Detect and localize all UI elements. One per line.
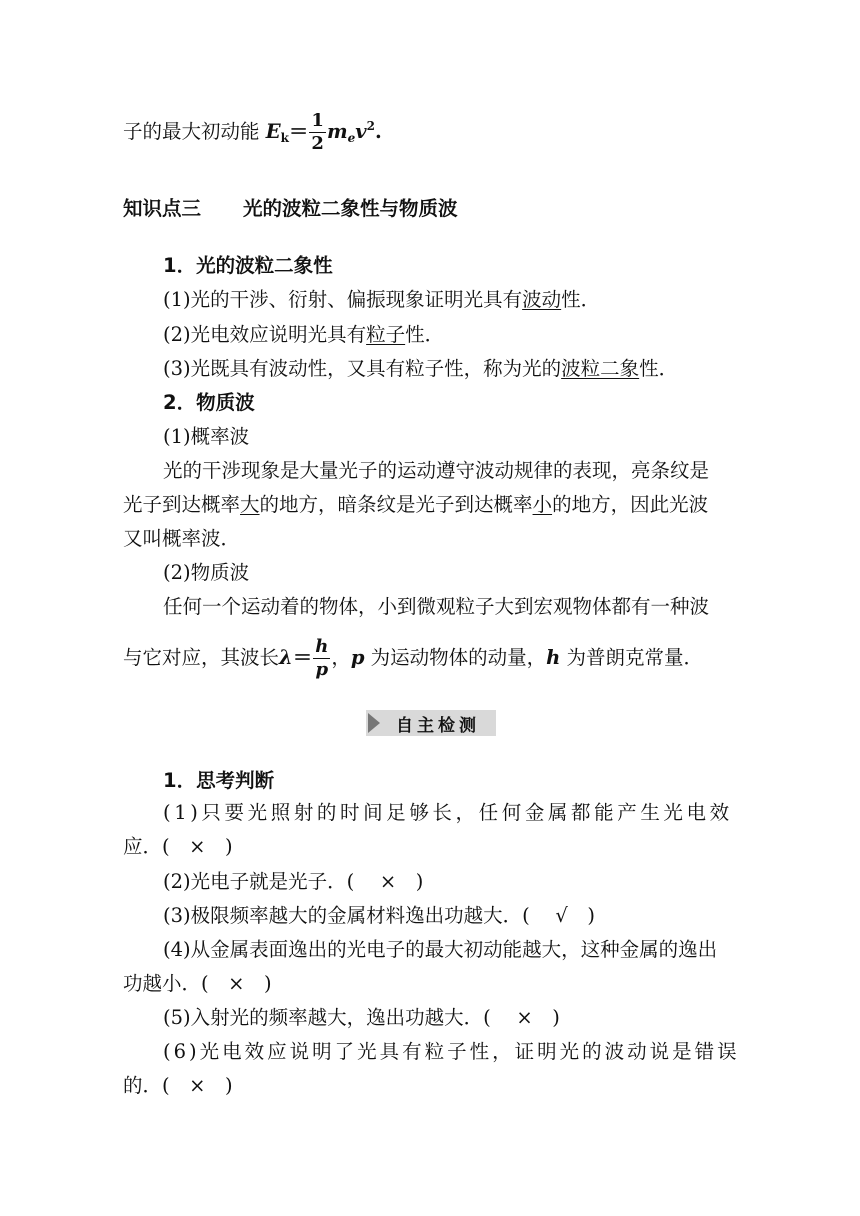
symbol-E: E: [265, 120, 281, 143]
blank-answer: 小: [532, 493, 553, 516]
matter-wave-heading: (2)物质波: [163, 561, 250, 584]
question-5: (5)入射光的频率越大，逸出功越大．( × ): [163, 1006, 560, 1029]
subheading-duality: 1．光的波粒二象性: [163, 254, 333, 277]
fraction-h-over-p: [313, 638, 330, 679]
symbol-v: v: [355, 120, 367, 143]
subheading-judgement: 1．思考判断: [163, 769, 275, 792]
fraction-one-half: [309, 112, 326, 153]
question-2: (2)光电子就是光子．( × ): [163, 870, 424, 893]
blank-answer: 波动: [522, 288, 562, 311]
probability-paragraph-line-3: 又叫概率波．: [123, 527, 241, 550]
equals-sign: ＝: [292, 646, 313, 669]
banner-label: 自主检测: [396, 715, 480, 736]
paragraph-text: 的地方，暗条纹是光子到达概率: [259, 493, 533, 516]
matter-paragraph-line-1: 任何一个运动着的物体，小到微观粒子大到宏观物体都有一种波: [163, 595, 710, 618]
blank-answer: 波粒二象: [561, 357, 640, 380]
item-text: (1)光的干涉、衍射、偏振现象证明光具有: [163, 288, 523, 311]
paragraph-text: 为运动物体的动量，: [364, 646, 547, 669]
question-1-line-2: 应．( × ): [123, 835, 233, 858]
fraction-numerator: 1: [311, 110, 324, 131]
paragraph-text: 为普朗克常量．: [560, 646, 704, 669]
question-4-line-2: 功越小．( × ): [123, 972, 272, 995]
item-text: 性．: [405, 323, 445, 346]
item-text: (3)光既具有波动性，又具有粒子性，称为光的: [163, 357, 562, 380]
duality-item-1: [163, 287, 600, 313]
symbol-h: h: [546, 646, 561, 669]
symbol-lambda: λ: [279, 646, 293, 669]
symbol-m: m: [326, 120, 348, 143]
question-6-line-1: (6)光电效应说明了光具有粒子性，证明光的波动说是错误: [163, 1040, 740, 1063]
subscript-e: e: [347, 131, 356, 145]
fraction-denominator: 2: [311, 133, 324, 154]
duality-item-3: [163, 356, 678, 382]
period: .: [374, 120, 382, 143]
symbol-p: p: [350, 646, 365, 669]
subscript-k: k: [280, 131, 289, 145]
question-3: (3)极限频率越大的金属材料逸出功越大．( √ ): [163, 904, 595, 927]
equals-sign: ＝: [288, 120, 309, 143]
duality-item-2: [163, 322, 444, 348]
fraction-denominator: p: [315, 659, 329, 680]
question-6-line-2: 的．( × ): [123, 1074, 233, 1097]
matter-paragraph-line-2: [123, 638, 703, 679]
item-text: 性．: [561, 288, 601, 311]
paragraph-text: 与它对应，其波长: [123, 646, 280, 669]
item-text: (2)光电效应说明光具有: [163, 323, 367, 346]
blank-answer: 粒子: [366, 323, 406, 346]
formula-lead-text: 子的最大初动能: [123, 120, 266, 143]
energy-formula-line: [123, 112, 382, 153]
question-1-line-1: (1)只要光照射的时间足够长，任何金属都能产生光电效: [163, 801, 733, 824]
fraction-numerator: h: [315, 636, 329, 657]
paragraph-text: 的地方，因此光波: [552, 493, 709, 516]
probability-paragraph-line-2: [123, 492, 708, 518]
superscript-2: 2: [366, 119, 375, 133]
arrow-icon: [368, 713, 380, 733]
probability-paragraph-line-1: 光的干涉现象是大量光子的运动遵守波动规律的表现，亮条纹是: [163, 459, 710, 482]
paragraph-text: 光子到达概率: [123, 493, 241, 516]
question-4-line-1: (4)从金属表面逸出的光电子的最大初动能越大，这种金属的逸出: [163, 938, 718, 961]
blank-answer: 大: [240, 493, 260, 516]
section-heading: [123, 196, 458, 222]
item-text: 性．: [639, 357, 679, 380]
comma: ，: [331, 646, 351, 669]
section-title: 光的波粒二象性与物质波: [243, 197, 458, 220]
self-check-banner: [366, 710, 496, 736]
section-label: 知识点三: [123, 197, 202, 220]
probability-wave-heading: (1)概率波: [163, 425, 250, 448]
subheading-matter-wave: 2．物质波: [163, 391, 255, 414]
